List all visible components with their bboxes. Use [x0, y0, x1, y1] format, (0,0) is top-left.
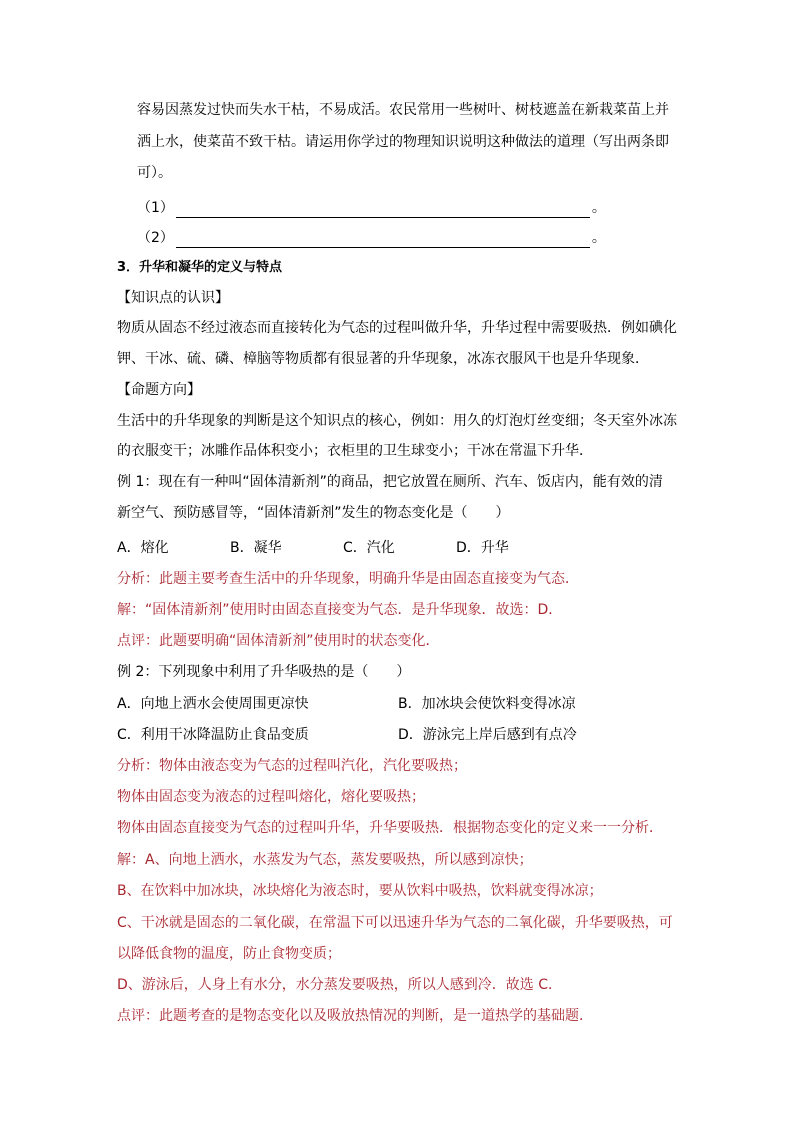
- example2-question: 例 2：下列现象中利用了升华吸热的是（ ）: [117, 664, 411, 680]
- blank-end-2: 。: [591, 230, 606, 246]
- example2-option-b: B．加冰块会使饮料变得冰凉: [398, 696, 576, 712]
- intro-line-3: 可）。: [137, 165, 172, 181]
- example2-option-c: C．利用干冰降温防止食品变质: [117, 727, 309, 743]
- example1-option-c: C．汽化: [343, 540, 395, 556]
- example1-option-d: D．升华: [456, 540, 509, 556]
- answer-blank-1: [137, 198, 606, 218]
- example1-question-line-2: 新空气、预防感冒等，“固体清新剂”发生的物态变化是（ ）: [117, 505, 510, 521]
- blank-label-1: （1）: [137, 200, 174, 216]
- blank-label-2: （2）: [137, 230, 174, 246]
- example2-analysis-2: 物体由固态变为液态的过程叫熔化，熔化要吸热；: [117, 789, 425, 805]
- example2-solution-3: C、干冰就是固态的二氧化碳，在常温下可以迅速升华为气态的二氧化碳，升华要吸热，可: [117, 915, 673, 931]
- direction-line-1: 生活中的升华现象的判断是这个知识点的核心，例如：用久的灯泡灯丝变细；冬天室外冰冻: [117, 413, 677, 429]
- blank-underline-1: [176, 203, 590, 218]
- answer-blank-2: [137, 228, 606, 248]
- example1-question-line-1: 例 1：现在有一种叫“固体清新剂”的商品，把它放置在厕所、汽车、饭店内，能有效的清: [117, 474, 663, 490]
- intro-line-2: 洒上水，使菜苗不致干枯。请运用你学过的物理知识说明这种做法的道理（写出两条即: [137, 134, 669, 150]
- example1-comment: 点评：此题要明确“固体清新剂”使用时的状态变化．: [117, 633, 440, 649]
- example2-solution-5: D、游泳后，人身上有水分，水分蒸发要吸热，所以人感到冷．故选 C．: [117, 977, 563, 993]
- example2-comment: 点评：此题考查的是物态变化以及吸放热情况的判断，是一道热学的基础题．: [117, 1008, 593, 1024]
- blank-underline-2: [176, 233, 590, 248]
- example2-solution-4: 以降低食物的温度，防止食物变质；: [117, 946, 341, 962]
- direction-line-2: 的衣服变干；冰雕作品体积变小；衣柜里的卫生球变小；干冰在常温下升华．: [117, 443, 593, 459]
- example2-analysis-3: 物体由固态直接变为气态的过程叫升华，升华要吸热．根据物态变化的定义来一一分析．: [117, 820, 663, 836]
- example2-solution-2: B、在饮料中加冰块，冰块熔化为液态时，要从饮料中吸热，饮料就变得冰凉；: [117, 883, 603, 899]
- example2-analysis-1: 分析：物体由液态变为气态的过程叫汽化，汽化要吸热；: [117, 758, 467, 774]
- knowledge-line-2: 钾、干冰、硫、磷、樟脑等物质都有很显著的升华现象，冰冻衣服风干也是升华现象．: [117, 351, 649, 367]
- example1-solution: 解：“固体清新剂”使用时由固态直接变为气态．是升华现象．故选：D．: [117, 602, 563, 618]
- example1-option-a: A．熔化: [117, 540, 169, 556]
- intro-line-1: 容易因蒸发过快而失水干枯，不易成活。农民常用一些树叶、树枝遮盖在新栽菜苗上并: [137, 102, 669, 118]
- section-heading: 3．升华和凝华的定义与特点: [117, 260, 283, 275]
- example2-option-a: A．向地上洒水会使周围更凉快: [117, 696, 309, 712]
- knowledge-title: 【知识点的认识】: [117, 290, 229, 306]
- knowledge-line-1: 物质从固态不经过液态而直接转化为气态的过程叫做升华，升华过程中需要吸热．例如碘化: [117, 320, 677, 336]
- example1-option-b: B．凝华: [230, 540, 282, 556]
- blank-end-1: 。: [591, 200, 606, 216]
- example2-option-d: D．游泳完上岸后感到有点冷: [398, 727, 577, 743]
- example2-solution-1: 解：A、向地上洒水，水蒸发为气态，蒸发要吸热，所以感到凉快；: [117, 852, 533, 868]
- direction-title: 【命题方向】: [117, 382, 201, 398]
- example1-analysis: 分析：此题主要考查生活中的升华现象，明确升华是由固态直接变为气态．: [117, 571, 579, 587]
